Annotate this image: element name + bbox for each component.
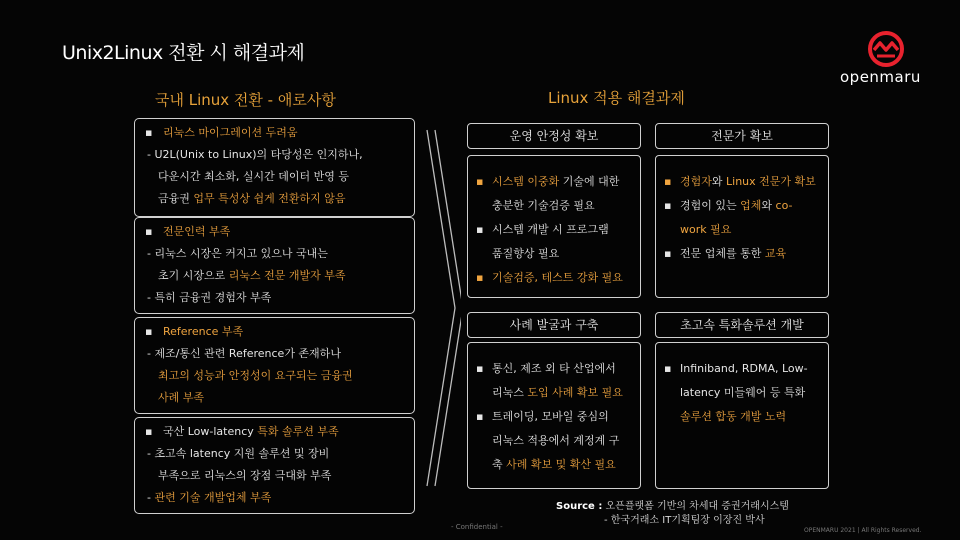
openmaru-logo-icon — [866, 30, 906, 68]
bullet-icon: ▪ — [145, 425, 153, 438]
solution-header-cases: 사례 발굴과 구축 — [467, 312, 641, 338]
issue-text: - U2L(Unix to Linux)의 타당성은 인지하나, — [147, 148, 363, 161]
issue-highlight: 특화 솔루션 부족 — [257, 425, 339, 438]
bullet-icon: ▪ — [476, 410, 484, 423]
bullet-icon: ▪ — [664, 362, 672, 375]
bullet-icon: ▪ — [145, 325, 153, 338]
source-line: - 한국거래소 IT기획팀장 이장진 박사 — [604, 515, 765, 526]
issue-text: 금융권 — [158, 192, 194, 205]
logo-text: openmaru — [840, 68, 921, 86]
issue-text: - 리눅스 시장은 커지고 있으나 국내는 — [147, 247, 328, 260]
bullet-icon: ▪ — [476, 223, 484, 236]
bullet-icon: ▪ — [664, 199, 672, 212]
solution-text: 시스템 개발 시 프로그램 — [492, 223, 609, 236]
issue-highlight: 최고의 성능과 안정성이 요구되는 금융권 — [158, 369, 353, 382]
issue-highlight: 리눅스 전문 개발자 부족 — [228, 269, 346, 282]
solution-text: 축 — [492, 458, 507, 471]
solution-text: 와 — [761, 199, 776, 212]
bullet-icon: ▪ — [476, 362, 484, 375]
bullet-icon: ▪ — [145, 225, 153, 238]
solution-highlight: 업체 — [740, 199, 762, 212]
bullet-icon: ▪ — [664, 247, 672, 260]
issue-box-latency — [134, 417, 415, 514]
solution-box-stability — [467, 155, 641, 298]
solution-highlight: 경험자 — [680, 175, 712, 188]
issue-text: - — [147, 491, 155, 504]
bullet-icon: ▪ — [664, 175, 672, 188]
solution-highlight: Linux 전문가 확보 — [726, 175, 816, 188]
solution-text: 와 — [711, 175, 727, 188]
right-heading: Linux 적용 해결과제 — [548, 89, 685, 107]
solution-text: 품질향상 필요 — [492, 247, 560, 260]
issue-highlight: 업무 특성상 쉽게 전환하지 않음 — [193, 192, 346, 205]
slide-title: Unix2Linux 전환 시 해결과제 — [62, 42, 305, 64]
solution-highlight: 기술검증, 테스트 강화 필요 — [492, 271, 623, 284]
solution-highlight: work 필요 — [680, 223, 732, 236]
solution-highlight: co- — [775, 199, 793, 212]
solution-text: 충분한 기술검증 필요 — [492, 199, 595, 212]
solution-highlight: 솔루션 합동 개발 노력 — [680, 410, 787, 423]
issue-title: Reference 부족 — [163, 325, 244, 338]
source-label: Source : — [556, 501, 603, 512]
openmaru-logo — [838, 30, 934, 86]
solution-text: Infiniband, RDMA, Low- — [680, 362, 808, 375]
issue-text: - 특히 금융권 경험자 부족 — [147, 291, 272, 304]
solution-text: 리눅스 — [492, 386, 528, 399]
issue-text: 초기 시장으로 — [158, 269, 229, 282]
solution-highlight: 시스템 이중화 — [492, 175, 560, 188]
solution-header-stability: 운영 안정성 확보 — [467, 123, 641, 149]
issue-box-migration — [134, 118, 415, 217]
solution-text: 통신, 제조 외 타 산업에서 — [492, 362, 616, 375]
issue-highlight: 관련 기술 개발업체 부족 — [154, 491, 272, 504]
solution-text: latency 미들웨어 등 특화 — [680, 386, 806, 399]
issue-text: 부족으로 리눅스의 장점 극대화 부족 — [158, 469, 332, 482]
issue-highlight: 사례 부족 — [158, 391, 205, 404]
solution-box-expertise — [655, 155, 829, 298]
bullet-icon: ▪ — [476, 175, 484, 188]
issue-text: - 초고속 latency 지원 솔루션 및 장비 — [147, 447, 330, 460]
solution-highlight: 사례 확보 및 확산 필요 — [506, 458, 616, 471]
solution-highlight: 도입 사례 확보 필요 — [527, 386, 623, 399]
solution-text: 트레이딩, 모바일 중심의 — [492, 410, 609, 423]
issue-box-reference — [134, 317, 415, 414]
issue-text: 다운시간 최소화, 실시간 데이터 반영 등 — [158, 170, 349, 183]
solution-text: 전문 업체를 통한 — [680, 247, 765, 260]
solution-text: 기술에 대한 — [559, 175, 620, 188]
issue-title: 전문인력 부족 — [163, 225, 231, 238]
solution-header-special: 초고속 특화솔루션 개발 — [655, 312, 829, 338]
chevron-right-icon — [425, 128, 461, 488]
issue-title: 국산 Low-latency — [163, 425, 258, 438]
left-heading: 국내 Linux 전환 - 애로사항 — [155, 91, 336, 109]
solution-header-expertise: 전문가 확보 — [655, 123, 829, 149]
issue-title: 리눅스 마이그레이션 두려움 — [163, 126, 298, 139]
solution-text: 경험이 있는 — [680, 199, 741, 212]
solution-highlight: 교육 — [764, 247, 787, 260]
bullet-icon: ▪ — [476, 271, 484, 284]
bullet-icon: ▪ — [145, 126, 153, 139]
issue-box-experts — [134, 217, 415, 314]
solution-box-cases — [467, 342, 641, 489]
source-line: 오픈플랫폼 기반의 차세대 증권거래시스템 — [605, 501, 789, 512]
footer-confidential: - Confidential - — [451, 523, 503, 531]
source-note — [556, 500, 789, 528]
solution-text: 리눅스 적용에서 계정계 구 — [492, 434, 620, 447]
issue-text: - 제조/통신 관련 Reference가 존재하나 — [147, 347, 341, 360]
footer-copyright: OPENMARU 2021 | All Rights Reserved. — [804, 527, 922, 534]
solution-box-special — [655, 342, 829, 489]
